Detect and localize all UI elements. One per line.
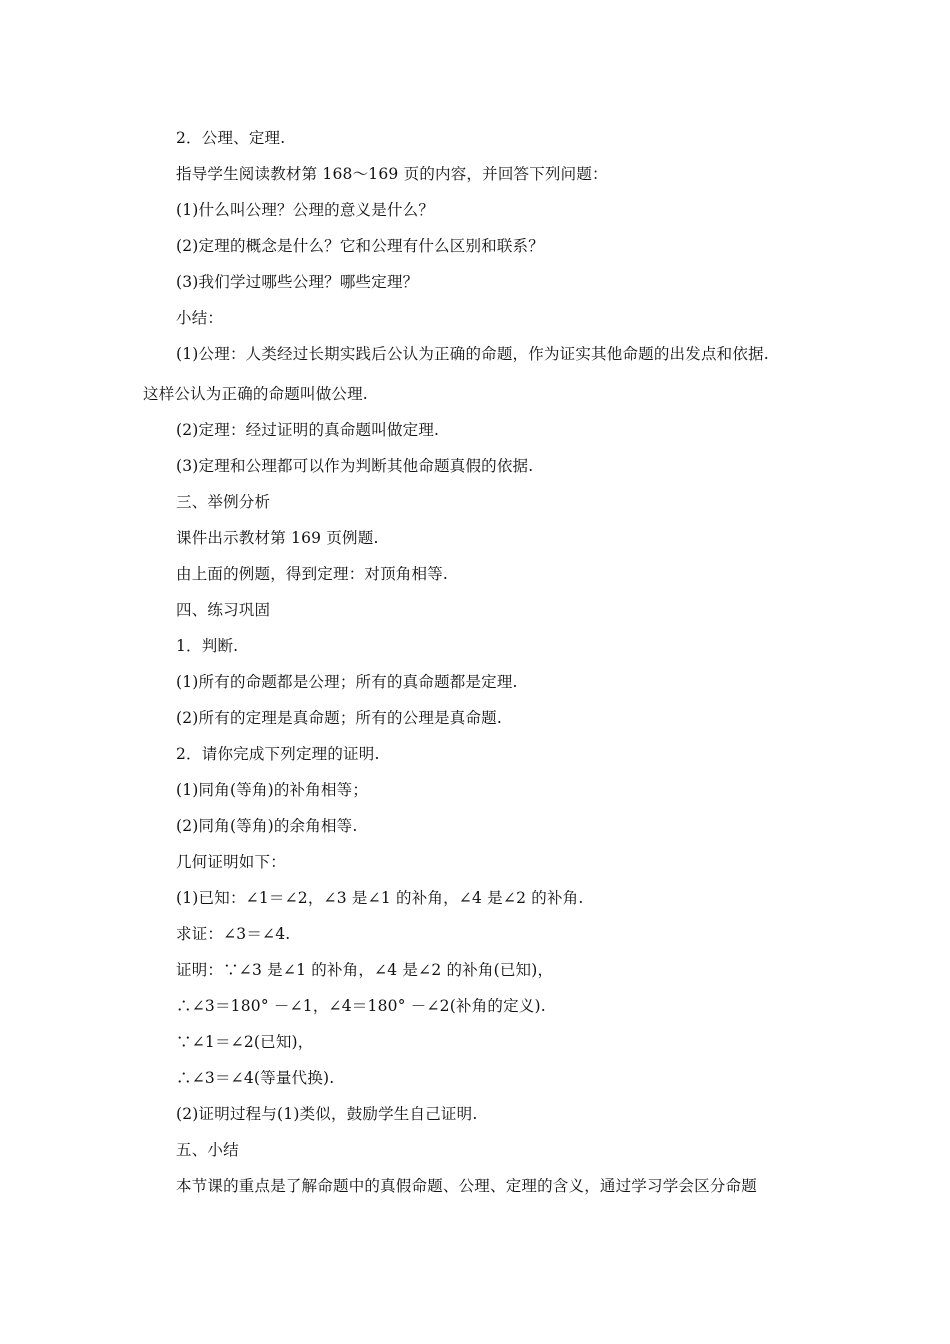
text-line: 指导学生阅读教材第 168～169 页的内容，并回答下列问题： (176, 165, 608, 183)
text-line: (2)定理的概念是什么？它和公理有什么区别和联系？ (176, 237, 544, 255)
text-line: 小结： (176, 309, 224, 327)
text-line: (3)我们学过哪些公理？哪些定理？ (176, 273, 419, 291)
section-heading: 五、小结 (176, 1141, 239, 1159)
text-line: 2．请你完成下列定理的证明. (176, 745, 380, 763)
text-line: (1)公理：人类经过长期实践后公认为正确的命题，作为证实其他命题的出发点和依据. (176, 345, 769, 363)
text-line: 2．公理、定理. (176, 129, 286, 147)
text-line: 课件出示教材第 169 页例题. (176, 529, 379, 547)
text-line: 由上面的例题，得到定理：对顶角相等. (176, 565, 449, 583)
text-line: 本节课的重点是了解命题中的真假命题、公理、定理的含义，通过学习学会区分命题 (176, 1177, 757, 1195)
text-line: ∵∠1＝∠2(已知)， (176, 1033, 314, 1051)
text-line: (1)所有的命题都是公理；所有的真命题都是定理. (176, 673, 518, 691)
text-line: (2)定理：经过证明的真命题叫做定理. (176, 421, 440, 439)
text-line: (2)所有的定理是真命题；所有的公理是真命题. (176, 709, 502, 727)
text-line: ∴∠3＝180° －∠1，∠4＝180° －∠2(补角的定义). (176, 997, 546, 1015)
text-line: (1)同角(等角)的补角相等； (176, 781, 369, 799)
text-line: 证明：∵∠3 是∠1 的补角，∠4 是∠2 的补角(已知)， (176, 961, 554, 979)
text-line: 几何证明如下： (176, 853, 286, 871)
text-line: (2)证明过程与(1)类似，鼓励学生自己证明. (176, 1105, 478, 1123)
text-line: (1)什么叫公理？公理的意义是什么？ (176, 201, 435, 219)
section-heading: 四、练习巩固 (176, 601, 271, 619)
text-line: 这样公认为正确的命题叫做公理. (143, 385, 368, 403)
text-line: (2)同角(等角)的余角相等. (176, 817, 358, 835)
text-line: (3)定理和公理都可以作为判断其他命题真假的依据. (176, 457, 534, 475)
text-line: 1．判断. (176, 637, 239, 655)
text-line: ∴∠3＝∠4(等量代换). (176, 1069, 335, 1087)
text-line: 求证：∠3＝∠4. (176, 925, 291, 943)
text-line: (1)已知：∠1＝∠2，∠3 是∠1 的补角，∠4 是∠2 的补角. (176, 889, 584, 907)
section-heading: 三、举例分析 (176, 493, 271, 511)
